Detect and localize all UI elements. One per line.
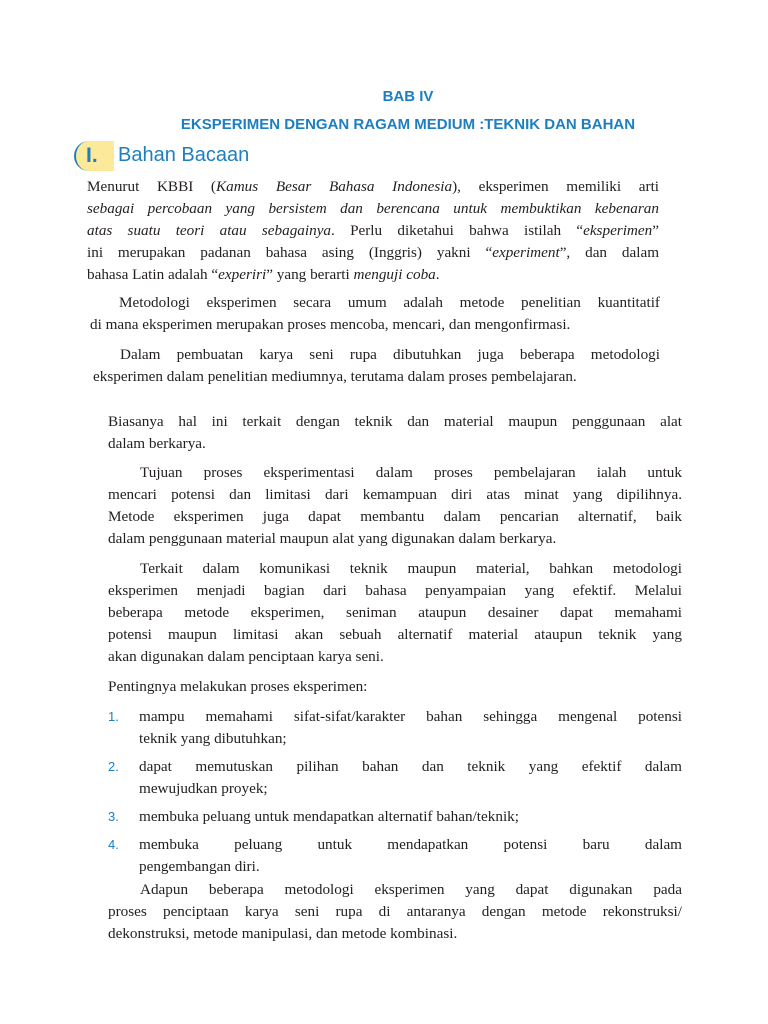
paragraph-line: potensi maupun limitasi akan sebuah alternatif material ataupun teknik yang	[108, 626, 682, 643]
paragraph-line: Menurut KBBI (Kamus Besar Bahasa Indonesia), eksperimen memiliki arti	[87, 178, 660, 195]
paragraph-kbbi-definition	[87, 176, 659, 286]
paragraph-line: Dalam pembuatan karya seni rupa dibutuhkan juga beberapa metodologi	[120, 346, 660, 363]
paragraph-line: beberapa metode eksperimen, seniman ataupun desainer dapat memahami	[108, 604, 682, 621]
paragraph-line: Metode eksperimen juga dapat membantu dalam pencarian alternatif, baik	[108, 508, 682, 525]
list-item	[108, 806, 682, 828]
list-item	[108, 756, 682, 800]
list-item-line: teknik yang dibutuhkan;	[139, 730, 287, 747]
paragraph-purpose	[108, 462, 682, 550]
list-intro: Pentingnya melakukan proses eksperimen:	[108, 678, 368, 695]
paragraph-line: di mana eksperimen merupakan proses mencoba, mencari, dan mengonfirmasi.	[90, 316, 571, 333]
paragraph-methods	[108, 879, 682, 945]
paragraph-line: eksperimen dalam penelitian mediumnya, terutama dalam proses pembelajaran.	[93, 368, 577, 385]
paragraph-line: Terkait dalam komunikasi teknik maupun material, bahkan metodologi	[140, 560, 682, 577]
chapter-title: EKSPERIMEN DENGAN RAGAM MEDIUM :TEKNIK DAN BAHAN	[180, 116, 636, 133]
paragraph-line: dalam penggunaan material maupun alat yang digunakan dalam berkarya.	[108, 530, 557, 547]
paragraph-technique-material	[108, 411, 682, 455]
paragraph-line: Biasanya hal ini terkait dengan teknik dan material maupun penggunaan alat	[108, 413, 682, 430]
paragraph-line: bahasa Latin adalah “experiri” yang berarti menguji coba.	[87, 266, 440, 283]
paragraph-line: proses penciptaan karya seni rupa di antaranya dengan metode rekonstruksi/	[108, 903, 682, 920]
list-item-line: dapat memutuskan pilihan bahan dan teknik yang efektif dalam	[139, 758, 682, 775]
paragraph-line: ini merupakan padanan bahasa asing (Inggris) yakni “experiment”, dan dalam	[87, 244, 660, 261]
list-item-line: membuka peluang untuk mendapatkan potensi baru dalam	[139, 836, 682, 853]
list-number: 4.	[108, 837, 119, 852]
paragraph-line: eksperimen menjadi bagian dari bahasa penyampaian yang efektif. Melalui	[108, 582, 682, 599]
list-number: 2.	[108, 759, 119, 774]
section-title: Bahan Bacaan	[118, 144, 250, 166]
paragraph-line: sebagai percobaan yang bersistem dan berencana untuk membuktikan kebenaran	[87, 200, 659, 217]
list-item-line: mampu memahami sifat-sifat/karakter bahan sehingga mengenal potensi	[139, 708, 682, 725]
list-item-line: mewujudkan proyek;	[139, 780, 268, 797]
paragraph-line: Metodologi eksperimen secara umum adalah metode penelitian kuantitatif	[119, 294, 660, 311]
paragraph-line: dalam berkarya.	[108, 435, 206, 452]
importance-list	[108, 706, 682, 884]
list-item-line: pengembangan diri.	[139, 858, 260, 875]
paragraph-methodology	[90, 292, 660, 336]
paragraph-line: akan digunakan dalam penciptaan karya seni.	[108, 648, 384, 665]
paragraph-line: atas suatu teori atau sebagainya. Perlu diketahui bahwa istilah “eksperimen”	[87, 222, 659, 239]
paragraph-line: Tujuan proses eksperimentasi dalam proses pembelajaran ialah untuk	[140, 464, 682, 481]
paragraph-line: Adapun beberapa metodologi eksperimen yang dapat digunakan pada	[140, 881, 682, 898]
paragraph-communication	[108, 558, 682, 668]
list-number: 1.	[108, 709, 119, 724]
paragraph-line: dekonstruksi, metode manipulasi, dan metode kombinasi.	[108, 925, 458, 942]
paragraph-line: mencari potensi dan limitasi dari kemampuan diri atas minat yang dipilihnya.	[108, 486, 682, 503]
chapter-label: BAB IV	[382, 88, 434, 105]
list-item	[108, 834, 682, 878]
list-number: 3.	[108, 809, 119, 824]
list-item-line: membuka peluang untuk mendapatkan alternatif bahan/teknik;	[139, 808, 519, 825]
paragraph-art-methodology	[93, 344, 660, 388]
list-item	[108, 706, 682, 750]
section-number-badge: I.	[74, 141, 114, 171]
